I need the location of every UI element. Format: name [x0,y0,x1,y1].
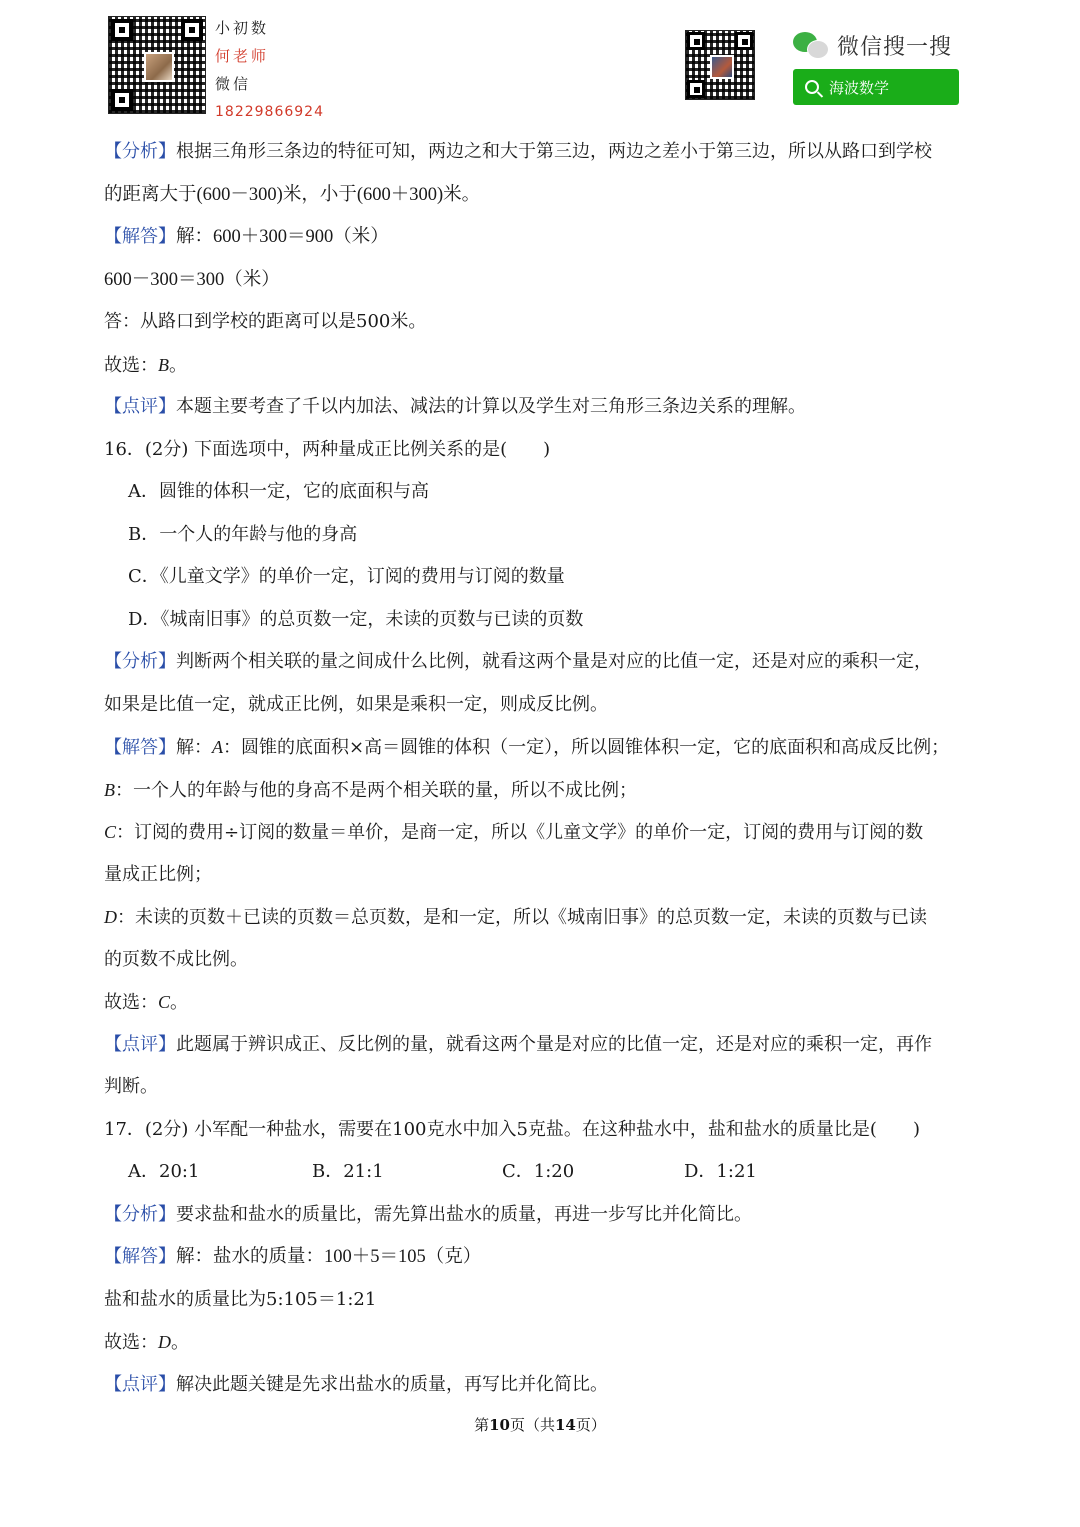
q16-analysis-line-2: 如果是比值一定，就成正比例，如果是乘积一定，则成反比例。 [104,693,608,715]
contact-phone: 18229866924 [215,104,324,120]
comment-tag: 【点评】 [104,1033,176,1055]
q15-comment: 【点评】本题主要考查了千以内加法、减法的计算以及学生对三角形三条边关系的理解。 [104,396,806,417]
wechat-title-row [793,28,952,62]
q15-analysis-line-2: 的距离大于(600－300)米，小于(600＋300)米。 [104,184,481,205]
q17-answer-line-2: 盐和盐水的质量比为5:105＝1:21 [104,1288,377,1310]
wechat-search-label: 海波数学 [829,78,890,97]
q16-answer-a: 【解答】解：A：圆锥的底面积×高＝圆锥的体积（一定），所以圆锥体积一定，它的底面积和高成反比例； [104,737,950,758]
q15-analysis-line-1: 【分析】根据三角形三条边的特征可知，两边之和大于第三边，两边之差小于第三边，所以从路口到学校 [104,141,932,162]
q17-option-b: B．21:1 [312,1161,384,1182]
wechat-title: 微信搜一搜 [837,34,953,60]
q16-answer-b: B：一个人的年龄与他的身高不是两个相关联的量，所以不成比例； [104,779,637,801]
q15-answer-line-1: 【解答】解：600＋300＝900（米） [104,226,389,247]
wechat-search-button[interactable] [793,69,959,105]
q17-option-d: D．1:21 [684,1161,757,1182]
q16-answer-c-line-1: C：订阅的费用÷订阅的数量＝单价，是商一定，所以《儿童文学》的单价一定，订阅的费用与订阅的数 [104,822,924,843]
qr-code-icon[interactable] [108,16,206,114]
q15-answer-line-2: 600－300＝300（米） [104,269,280,290]
q16-analysis-line-1: 【分析】判断两个相关联的量之间成什么比例，就看这两个量是对应的比值一定，还是对应的乘积一定， [104,651,932,672]
q16-option-d: D．《城南旧事》的总页数一定，未读的页数与已读的页数 [128,608,584,630]
q16-answer-d-line-1: D：未读的页数＋已读的页数＝总页数，是和一定，所以《城南旧事》的总页数一定，未读的页数与已读 [104,907,927,928]
q16-comment-line-2: 判断。 [104,1076,158,1097]
analysis-tag: 【分析】 [104,1203,176,1225]
qr-code-icon[interactable] [685,30,755,100]
q16-answer-c-line-2: 量成正比例； [104,863,212,885]
answer-tag: 【解答】 [104,737,176,758]
q16-question: 16．(2分) 下面选项中，两种量成正比例关系的是( ) [104,438,551,460]
comment-tag: 【点评】 [104,396,176,417]
answer-tag: 【解答】 [104,226,176,247]
contact-line-3: 微信 [215,75,252,93]
q17-comment: 【点评】解决此题关键是先求出盐水的质量，再写比并化简比。 [104,1373,608,1395]
q17-analysis: 【分析】要求盐和盐水的质量比，需先算出盐水的质量，再进一步写比并化简比。 [104,1203,752,1225]
contact-text [215,14,324,126]
page-total: 14 [555,1416,576,1434]
page-number: 10 [489,1416,510,1434]
solution-content [104,131,980,1406]
header-contact-block [108,14,338,118]
q16-answer-d-line-2: 的页数不成比例。 [104,948,248,970]
answer-tag: 【解答】 [104,1246,176,1267]
q17-option-a: A．20:1 [128,1161,200,1182]
q15-choice: 故选：B。 [104,354,187,376]
q17-option-c: C．1:20 [502,1161,575,1182]
q16-comment-line-1: 【点评】此题属于辨识成正、反比例的量，就看这两个量是对应的比值一定，还是对应的乘积一定，再作 [104,1033,932,1055]
q15-answer-line-3: 答：从路口到学校的距离可以是500米。 [104,311,427,332]
header-wechat-block [685,28,975,108]
contact-line-2: 何老师 [215,47,270,65]
comment-tag: 【点评】 [104,1373,176,1395]
q17-answer-line-1: 【解答】解：盐水的质量：100＋5＝105（克） [104,1246,482,1267]
q17-question: 17．(2分) 小军配一种盐水，需要在100克水中加入5克盐。在这种盐水中，盐和盐水的质量比是( ) [104,1118,920,1140]
search-icon [805,80,819,94]
q17-options [104,1151,980,1194]
analysis-tag: 【分析】 [104,651,176,672]
analysis-tag: 【分析】 [104,141,176,162]
q16-option-b: B．一个人的年龄与他的身高 [128,523,358,545]
q16-option-c: C．《儿童文学》的单价一定，订阅的费用与订阅的数量 [128,566,565,587]
wechat-logo-icon [793,30,829,60]
contact-line-1: 小初数 [215,19,270,37]
q17-choice: 故选：D。 [104,1332,189,1353]
page-footer: 第10页（共14页） [474,1416,606,1434]
q16-choice: 故选：C。 [104,992,189,1013]
q16-option-a: A．圆锥的体积一定，它的底面积与高 [128,481,429,502]
